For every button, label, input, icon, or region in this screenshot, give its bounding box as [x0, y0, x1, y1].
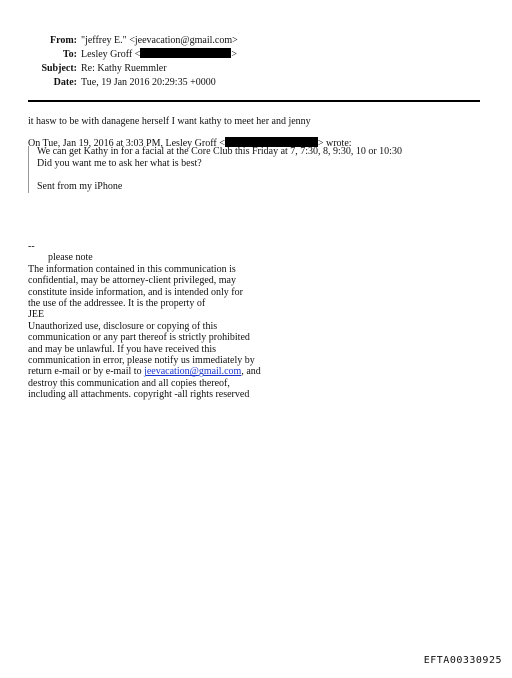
reply-text: it hasw to be with danagene herself I want kathy to meet her and jenny	[28, 116, 311, 127]
date-row	[0, 76, 512, 90]
to-row	[0, 48, 512, 62]
to-value: Lesley Groff <	[81, 49, 141, 60]
link-suffix: , and	[241, 366, 261, 378]
subject-value: Re: Kathy Ruemmler	[81, 63, 167, 74]
subject-row	[0, 62, 512, 76]
bates-stamp: EFTA00330925	[423, 655, 502, 666]
disclaimer-line: Unauthorized use, disclosure or copying of this	[28, 320, 218, 332]
quote-intro-suffix: > wrote:	[317, 138, 352, 149]
email-header	[0, 34, 512, 90]
disclaimer-line: The information contained in this communication is	[28, 263, 236, 275]
from-value: "jeffrey E." <jeevacation@gmail.com>	[81, 35, 238, 46]
from-label: From:	[49, 35, 77, 46]
disclaimer-line: including all attachments. copyright -all rights reserved	[28, 389, 250, 401]
quoted-line: Did you want me to ask her what is best?	[37, 158, 202, 169]
quoted-signature: Sent from my iPhone	[37, 181, 123, 192]
to-label: To:	[62, 49, 77, 60]
disclaimer	[28, 241, 261, 401]
disclaimer-line: and may be unlawful. If you have received this	[28, 343, 216, 355]
quote-intro-prefix: On Tue, Jan 19, 2016 at 3:03 PM, Lesley Groff <	[28, 138, 225, 149]
to-suffix: >	[231, 49, 237, 60]
link-prefix: return e-mail or by e-mail to	[28, 366, 145, 378]
date-label: Date:	[53, 77, 77, 88]
disclaimer-separator: --	[28, 241, 35, 252]
disclaimer-line: communication or any part thereof is strictly prohibited	[28, 332, 250, 344]
date-value: Tue, 19 Jan 2016 20:29:35 +0000	[81, 77, 216, 88]
email-link[interactable]: jeevacation@gmail.com	[144, 366, 242, 378]
disclaimer-line: confidential, may be attorney-client privileged, may	[28, 275, 236, 287]
subject-label: Subject:	[41, 63, 77, 74]
redaction-block	[140, 48, 231, 58]
to-value-wrap	[81, 48, 237, 62]
disclaimer-heading: please note	[48, 252, 93, 264]
disclaimer-line: destroy this communication and all copies thereof,	[28, 377, 230, 389]
disclaimer-line: constitute inside information, and is intended only for	[28, 286, 243, 298]
disclaimer-line: JEE	[28, 309, 45, 321]
header-divider	[28, 100, 480, 102]
disclaimer-line: the use of the addressee. It is the property of	[28, 298, 206, 310]
quoted-message	[28, 146, 402, 193]
from-row	[0, 34, 512, 48]
quoted-line: We can get Kathy in for a facial at the Core Club this Friday at 7, 7:30, 8, 9:30, 10 or 10:30	[37, 146, 402, 157]
disclaimer-link-line	[28, 366, 261, 377]
disclaimer-line: communication in error, please notify us immediately by	[28, 355, 255, 367]
